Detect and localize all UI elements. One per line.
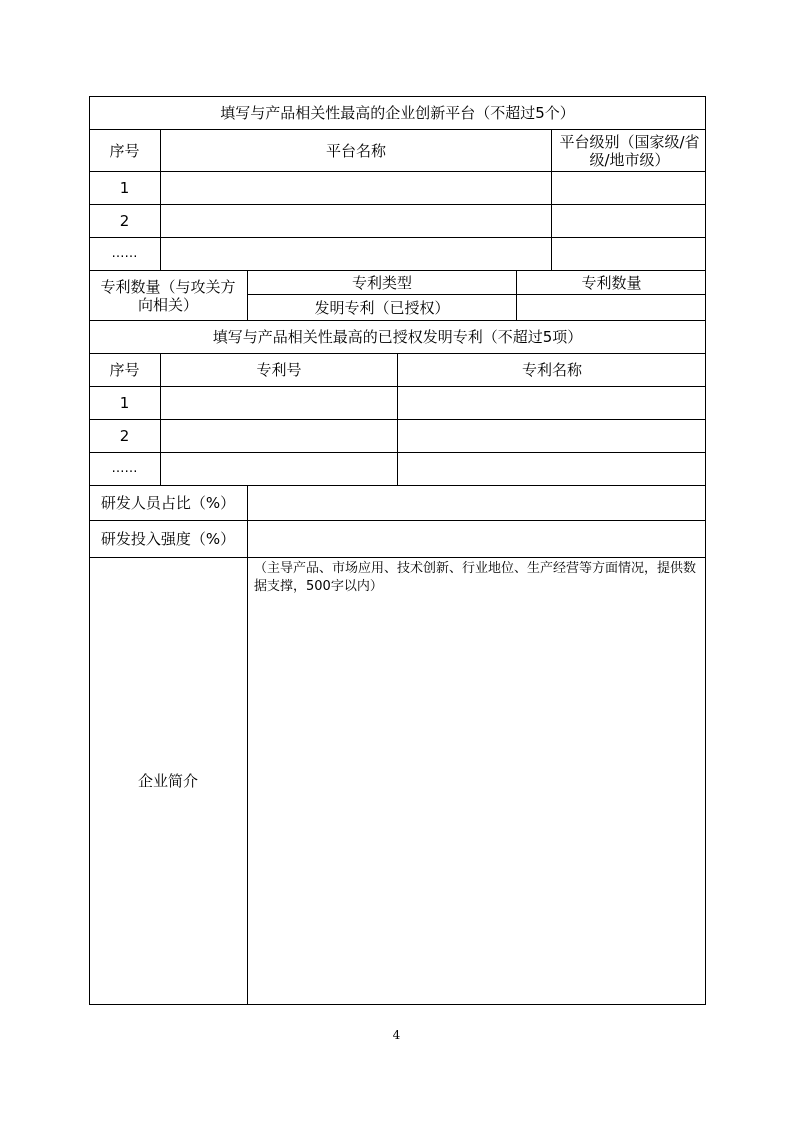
rd-investment-intensity-label: 研发投入强度（%） (100, 530, 236, 548)
platform-level-input-1[interactable] (552, 172, 706, 204)
platform-name-input-3[interactable] (161, 238, 551, 270)
patent-number-input-2[interactable] (161, 420, 397, 452)
company-intro-hint: （主导产品、市场应用、技术创新、行业地位、生产经营等方面情况，提供数据支撑，500字以内） (254, 561, 697, 594)
patent-name-input-1[interactable] (398, 387, 706, 419)
patent-col-name: 专利名称 (521, 361, 582, 379)
platform-row-index: 1 (119, 179, 130, 197)
patent-name-input-3[interactable] (398, 453, 706, 485)
patent-type-value: 发明专利（已授权） (314, 298, 450, 317)
rd-investment-intensity-input[interactable] (248, 521, 706, 557)
platform-name-input-1[interactable] (161, 172, 551, 204)
platform-level-input-3[interactable] (552, 238, 706, 270)
company-intro-input[interactable] (248, 558, 706, 1004)
patent-name-input-2[interactable] (398, 420, 706, 452)
rd-staff-ratio-label: 研发人员占比（%） (100, 494, 236, 512)
patent-number-input-1[interactable] (161, 387, 397, 419)
patent-count-input[interactable] (517, 295, 706, 320)
patent-count-label: 专利数量（与攻关方向相关） (100, 277, 236, 314)
patent-number-input-3[interactable] (161, 453, 397, 485)
platform-col-index: 序号 (109, 141, 140, 160)
patent-count-header: 专利数量 (581, 273, 642, 292)
page-number: 4 (392, 1028, 401, 1042)
patent-row-index: 2 (119, 427, 130, 445)
platform-col-name: 平台名称 (325, 141, 386, 160)
platform-row-index: …… (111, 246, 138, 261)
patent-col-index: 序号 (109, 361, 140, 379)
rd-staff-ratio-input[interactable] (248, 486, 706, 520)
patent-type-header: 专利类型 (351, 273, 412, 292)
patent-col-number: 专利号 (256, 361, 302, 379)
platform-col-level: 平台级别（国家级/省级/地市级） (559, 132, 700, 169)
patent-row-index: …… (111, 461, 138, 476)
platform-name-input-2[interactable] (161, 205, 551, 237)
patent-section-title: 填写与产品相关性最高的已授权发明专利（不超过5项） (212, 328, 583, 346)
platform-row-index: 2 (119, 212, 130, 230)
company-intro-label: 企业简介 (137, 772, 198, 790)
platform-section-title: 填写与产品相关性最高的企业创新平台（不超过5个） (220, 104, 575, 122)
patent-row-index: 1 (119, 394, 130, 412)
platform-level-input-2[interactable] (552, 205, 706, 237)
